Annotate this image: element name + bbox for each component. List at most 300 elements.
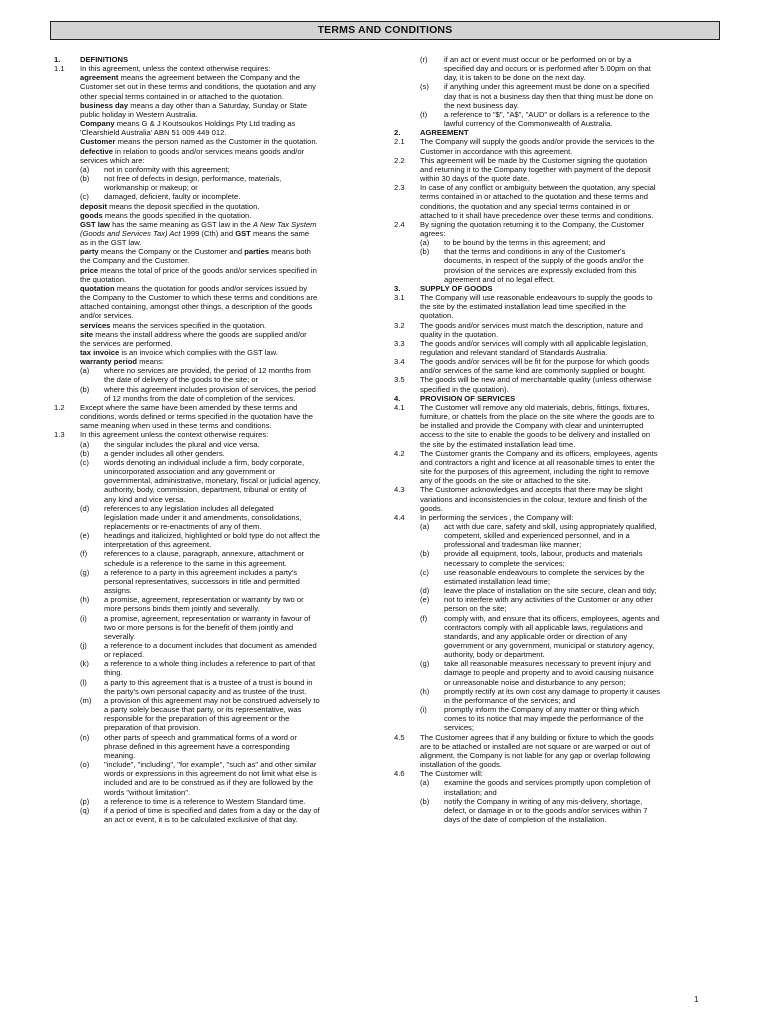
text-line: workmanship or makeup; or [104,183,198,193]
clause-body [394,321,716,339]
text-line: specified in the quotation). [420,384,509,394]
text-line: where no services are provided, the period of 12 months from [104,366,311,376]
clause [54,64,376,403]
text-line: the party's own personal capacity and as trustee of the trust. [104,686,307,696]
clause-body [394,449,716,486]
sub-item [80,806,376,824]
clause-number: 3.3 [394,338,405,348]
text-line: quotation. [420,311,454,321]
text-line: installation of the goods. [420,760,502,770]
text-line: a reference to time is a reference to Western Standard time. [104,796,306,806]
text-line: a party solely because that party, or its representative, was [104,705,302,715]
text-line: the Company to the Customer to which these terms and conditions are [80,293,318,303]
text-line: The Company will use reasonable endeavours to supply the goods to [420,293,653,303]
clause-number: 3.4 [394,357,405,367]
text-line: references to any legislation includes all delegated [104,503,274,513]
text-line: documents, in respect of the supply of the goods and/or the [444,256,644,266]
text-line: Company means G & J Koutsoukos Holdings Pty Ltd trading as [80,119,296,129]
sub-item-label: (a) [420,238,430,248]
clause-number: 1. [54,55,61,64]
text-line: access to the site to enable the goods to be delivery and installed on [420,430,651,440]
sub-item-label: (c) [80,457,89,467]
sub-item [420,687,716,705]
sub-item [80,449,376,458]
section-heading [394,284,716,293]
sub-item-label: (p) [80,796,90,806]
sub-item-label: (s) [420,82,429,92]
sub-item-label: (i) [80,613,87,623]
clause-body [54,55,376,64]
text-line: not to interfere with any activities of the Customer or any other [444,595,653,605]
text-line: headings and italicized, highlighted or bold type do not affect the [104,531,321,541]
sub-item [80,531,376,549]
clause [394,375,716,393]
sub-item-label: (b) [80,174,90,184]
text-line: person on the site; [444,604,507,614]
sub-item-label: (f) [420,613,428,623]
clause-number: 3.5 [394,375,405,385]
text-line: words or expressions in this agreement do not limit what else is [104,769,317,779]
clause-body [54,403,376,430]
text-line: to be bound by the terms in this agreement; and [444,238,606,248]
sub-item [80,659,376,677]
sub-item [420,614,716,660]
clause-body [394,156,716,183]
text-line: furniture, or chattels from the place on the site where the goods are to [420,412,655,422]
sub-item-label: (m) [80,695,92,705]
clause-body [394,55,716,128]
text-line: provision of the services are expressly excluded from this [444,265,637,275]
page-number: 1 [694,995,699,1004]
clause-number: 2.2 [394,155,405,165]
text-line: PROVISION OF SERVICES [420,393,516,403]
sub-item-label: (a) [420,778,430,788]
clause-body [394,137,716,155]
sub-item [80,614,376,641]
clause [394,293,716,320]
sub-item [420,778,716,796]
text-line: authority, body or department. [444,650,545,660]
text-line: or unreasonable noise and disturbance to any person; [444,677,626,687]
text-line: GST law has the same meaning as GST law in the A New Tax System [80,219,317,229]
clause [54,403,376,430]
sub-item [420,568,716,586]
text-line: not free of defects in design, performance, materials, [104,174,282,184]
sub-item-label: (a) [80,366,90,376]
text-line: Except where the same have been amended by these terms and [80,402,298,412]
clause-body [394,394,716,403]
text-line: any of the goods on the site or attached to the site. [420,476,591,486]
sub-item [80,192,376,201]
sub-item-label: (l) [80,677,87,687]
text-line: business day means a day other than a Saturday, Sunday or State [80,100,307,110]
clause [394,485,716,512]
clause [394,183,716,220]
sub-item [420,659,716,686]
right-column [394,55,716,824]
text-line: the site by the estimated installation lead time. [420,439,576,449]
text-line: use reasonable endeavours to complete the services by the [444,567,645,577]
clause-number: 2.1 [394,137,405,147]
text-line: deposit means the deposit specified in the quotation. [80,201,260,211]
clause-number: 4.2 [394,448,405,458]
section-heading [394,394,716,403]
sub-item [420,586,716,595]
sub-item [80,504,376,531]
text-line: By signing the quotation returning it to the Company, the Customer [420,219,645,229]
clause [394,733,716,770]
sub-item-label: (b) [420,796,430,806]
text-line: The Customer agrees that if any building or fixture to which the goods [420,732,654,742]
sub-item [80,678,376,696]
sub-item [80,385,376,403]
text-line: assigns. [104,586,132,596]
text-line: the services are performed. [80,338,173,348]
text-line: In this agreement, unless the context otherwise requires: [80,64,271,74]
sub-item [420,522,716,549]
text-line: quality in the quotation. [420,329,499,339]
text-line: contractors comply with all applicable laws, regulations and [444,622,643,632]
sub-item [420,247,716,284]
text-line: services which are: [80,155,145,165]
sub-item [420,797,716,824]
text-line: two or more persons is for the benefit of them jointly and [104,622,294,632]
text-line: and returning it to the Company together with payment of the deposit [420,164,651,174]
text-line: promptly rectify at its own cost any damage to property it causes [444,686,661,696]
sub-item [80,366,376,384]
text-line: interpretation of this agreement. [104,540,212,550]
sub-item-label: (r) [420,55,428,64]
clause-body [394,284,716,293]
text-line: the Company and the Customer. [80,256,190,266]
text-line: defective in relation to goods and/or services means goods and/or [80,146,305,156]
text-line: provide all equipment, tools, labour, products and materials [444,549,643,559]
clause [394,137,716,155]
clause-number: 2.4 [394,219,405,229]
text-line: if anything under this agreement must be done on a specified [444,82,650,92]
sub-item [80,595,376,613]
clause-body [394,220,716,284]
sub-item-label: (o) [80,760,90,770]
text-line: leave the place of installation on the site secure, clean and tidy; [444,586,657,596]
text-line: the singular includes the plural and vice versa. [104,439,260,449]
clause-body [394,128,716,137]
text-line: The goods and/or services will comply with all applicable legislation, [420,338,648,348]
clause-number: 4.5 [394,732,405,742]
text-line: lawful currency of the Commonwealth of Australia. [444,119,613,129]
text-line: be installed and provide the Company with clear and uninterrupted [420,421,644,431]
text-line: site means the install address where the goods are supplied and/or [80,329,307,339]
text-line: unincorporated association and any government or [104,467,275,477]
text-line: act with due care, safety and skill, using appropriately qualified, [444,521,657,531]
text-line: a reference to a whole thing includes a reference to part of that [104,659,316,669]
sub-item-label: (a) [80,439,90,449]
clause-body [394,357,716,375]
clause [394,357,716,375]
clause [394,55,716,128]
text-line: 'Clearshield Australia' ABN 51 009 449 012. [80,128,227,138]
text-line: Customer set out in these terms and conditions, the quotation and any [80,82,316,92]
sub-item [420,238,716,247]
text-line: estimated installation lead time; [444,576,550,586]
sub-item-label: (h) [420,686,430,696]
sub-item-label: (b) [420,549,430,559]
text-line: The Customer will remove any old materials, debris, fittings, fixtures, [420,402,650,412]
text-line: governmental, administrative, monetary, fiscal or judicial agency, [104,476,321,486]
text-line: personal representatives, successors in title and permitted [104,576,300,586]
text-line: included and are to be construed as if they are followed by the [104,778,313,788]
text-line: conditions, the quotation and any special terms contained in or [420,201,631,211]
text-line: Customer means the person named as the Customer in the quotation. [80,137,318,147]
text-line: legislation made under it and amendments, consolidations, [104,512,302,522]
text-line: and contractors a right and licence at all reasonable times to enter the [420,457,655,467]
text-line: In performing the services , the Company will: [420,512,574,522]
clause-body [394,403,716,449]
text-line: The Customer will: [420,769,483,779]
sub-item-label: (c) [80,192,89,202]
section-heading [54,55,376,64]
text-line: terms contained in or attached to the quotation and these terms and [420,192,648,202]
text-line: a promise, agreement, representation or warranty by two or [104,595,304,605]
text-line: agreement means the agreement between the Company and the [80,73,300,83]
sub-item-label: (e) [420,595,430,605]
text-line: notify the Company in writing of any mis-delivery, shortage, [444,796,643,806]
text-line: references to a clause, paragraph, annexure, attachment or [104,549,305,559]
text-line: that the terms and conditions in any of the Customer's [444,247,626,257]
sub-item-label: (n) [80,732,90,742]
text-line: attached containing, amongst other things, a description of the goods [80,302,313,312]
clause-number: 3.1 [394,293,405,303]
text-line: specified day and occurs or is performed after 5.00pm on that [444,64,651,74]
text-line: In case of any conflict or ambiguity between the quotation, any special [420,183,656,193]
text-line: the date of delivery of the goods to the site; or [104,375,259,385]
sub-item-label: (b) [420,247,430,257]
sub-item-label: (d) [420,586,430,596]
clause [394,220,716,284]
sub-item [420,82,716,109]
clause-body [54,430,376,824]
clause-body [394,733,716,770]
clause-number: 2.3 [394,183,405,193]
clause-number: 2. [394,128,401,138]
sub-item [80,165,376,174]
text-line: as in the GST law. [80,238,142,248]
text-line: In this agreement unless the context otherwise requires: [80,430,269,440]
text-line: words denoting an individual include a firm, body corporate, [104,457,305,467]
text-line: public holiday in Western Australia. [80,109,198,119]
text-line: a gender includes all other genders. [104,448,225,458]
text-line: within 30 days of the quote date. [420,174,530,184]
clause-number: 4.3 [394,485,405,495]
text-line: take all reasonable measures necessary to prevent injury and [444,659,651,669]
text-line: government or any government, municipal or statutory agency, [444,641,655,650]
clause-body [394,485,716,512]
sub-item [80,696,376,733]
sub-item [420,595,716,613]
left-column [54,55,376,824]
text-line: any kind and vice versa. [104,494,186,504]
text-line: other parts of speech and grammatical forms of a word or [104,732,297,742]
text-line: The goods and/or services must match the description, nature and [420,320,643,330]
text-line: goods means the goods specified in the quotation. [80,210,252,220]
text-line: if an act or event must occur or be performed on or by a [444,55,632,64]
sub-item-label: (d) [80,503,90,513]
text-line: same meaning when used in these terms and conditions. [80,421,272,431]
text-line: not in conformity with this agreement; [104,164,230,174]
text-line: words "without limitation". [104,787,191,797]
text-line: services means the services specified in the quotation. [80,320,267,330]
sub-item-label: (g) [420,659,430,669]
sub-item [80,174,376,192]
text-line: examine the goods and services promptly upon completion of [444,778,651,788]
text-line: the next business day. [444,100,519,110]
clause-number: 3. [394,283,401,293]
sub-item [80,641,376,659]
text-line: standards, and any applicable order or direction of any [444,631,628,641]
text-line: damage to people and property and to avoid causing nuisance [444,668,654,678]
text-line: goods. [420,503,443,513]
clause-number: 4.4 [394,512,405,522]
clause-number: 1.2 [54,402,65,412]
text-line: meaning. [104,750,136,760]
text-line: site for the purposes of this agreement, including the right to remove [420,467,650,477]
text-line: "include", "including", "for example", "such as" and other similar [104,760,317,770]
sub-item-label: (i) [420,705,427,715]
text-line: day, it is taken to be done on the next day. [444,73,586,83]
text-line: a promise, agreement, representation or warranty in favour of [104,613,311,623]
clause [394,403,716,449]
sub-item [80,797,376,806]
text-line: The goods and/or services will be fit for the purpose for which goods [420,357,650,367]
text-line: (Goods and Services Tax) Act 1999 (Cth) and GST means the same [80,228,310,238]
text-line: The Company will supply the goods and/or provide the services to the [420,137,655,147]
text-line: Customer in accordance with this agreement. [420,146,573,156]
text-line: tax invoice is an invoice which complies with the GST law. [80,348,278,357]
sub-item [80,568,376,595]
text-line: a reference to a document includes that document as amended [104,641,317,650]
sub-item-label: (g) [80,567,90,577]
text-line: an act or event, it is to be calculated exclusive of that day. [104,814,298,824]
sub-item-label: (t) [420,109,428,119]
text-line: regulation and relevant standard of Standards Australia. [420,348,608,357]
clause [394,769,716,824]
text-line: authority, body, commission, department, tribunal or entity of [104,485,307,495]
text-line: and/or services of the same kind are commonly supplied or bought. [420,366,646,376]
text-line: defect, or damage in or to the goods and/or services within 7 [444,805,648,815]
text-line: comes to its notice that may impede the performance of the [444,714,644,724]
text-line: competent, skilled and experienced personnel, and in a [444,531,630,541]
text-line: a reference to "$", "A$", "AUD" or dollars is a reference to the [444,109,650,119]
sub-item [80,458,376,504]
sub-item-label: (f) [80,549,88,559]
clause [394,339,716,357]
text-line: of 12 months from the date of completion of the services. [104,393,296,403]
sub-item-label: (j) [80,641,87,650]
clause [394,449,716,486]
sub-item [420,549,716,567]
text-line: a party to this agreement that is a trustee of a trust is bound in [104,677,313,687]
text-line: attached to it shall have precedence over these terms and conditions. [420,210,654,220]
text-line: price means the total of price of the goods and/or services specified in [80,265,317,275]
text-line: day that is not a business day then that thing must be done on [444,91,653,101]
text-line: agreement and of no legal effect. [444,274,555,284]
text-line: in the performance of the services; and [444,695,576,705]
text-line: a provision of this agreement may not be construed adversely to [104,695,320,705]
text-line: alignment, the Company is not liable for any gap or overlap following [420,750,651,760]
sub-item-label: (a) [420,521,430,531]
document-title: TERMS AND CONDITIONS [50,21,720,40]
sub-item-label: (b) [80,448,90,458]
text-line: damaged, deficient, faulty or incomplete. [104,192,241,202]
sub-item-label: (b) [80,384,90,394]
text-line: AGREEMENT [420,128,469,138]
text-line: SUPPLY OF GOODS [420,283,493,293]
text-line: if a period of time is specified and dates from a day or the day of [104,805,320,815]
clause-number: 1.3 [54,430,65,440]
clause-body [394,769,716,824]
text-line: schedule is a reference to the same in this agreement. [104,558,287,568]
sub-item [80,733,376,760]
section-heading [394,128,716,137]
sub-item [420,55,716,82]
text-line: The goods will be new and of merchantable quality (unless otherwise [420,375,652,385]
sub-item-label: (q) [80,805,90,815]
text-line: severally. [104,631,136,641]
text-line: This agreement will be made by the Customer signing the quotation [420,155,648,165]
text-line: services; [444,723,474,733]
text-line: the site by the estimated installation lead time specified in the [420,302,626,312]
sub-item [80,549,376,567]
text-line: The Customer grants the Company and its officers, employees, agents [420,448,658,458]
text-line: other special terms contained in or attached to the quotation. [80,91,284,101]
clause-body [394,375,716,393]
text-line: professional and tradesman like manner; [444,540,582,550]
text-line: or replaced. [104,650,145,660]
text-line: days of the date of completion of the installation. [444,814,607,824]
text-line: preparation of that provision. [104,723,201,733]
text-line: quotation means the quotation for goods and/or services issued by [80,283,308,293]
clause-body [394,513,716,733]
text-line: the quotation. [80,274,127,284]
sub-item-label: (e) [80,531,90,541]
text-line: a reference to a party in this agreement includes a party's [104,567,298,577]
text-line: variations and inconsistencies in the colour, texture and finish of the [420,494,648,504]
text-line: thing. [104,668,123,678]
text-line: where this agreement includes provision of services, the period [104,384,316,394]
sub-item-label: (k) [80,659,89,669]
sub-item-label: (h) [80,595,90,605]
sub-item-label: (a) [80,164,90,174]
text-line: comply with, and ensure that its officers, employees, agents and [444,613,660,623]
sub-item [80,440,376,449]
sub-item-label: (c) [420,567,429,577]
clause-number: 4. [394,393,401,403]
clause-number: 4.6 [394,769,405,779]
clause-body [394,183,716,220]
clause [394,321,716,339]
text-line: party means the Company or the Customer and parties means both [80,247,311,257]
clause-number: 1.1 [54,64,65,74]
text-line: replacements or re-enactments of any of them. [104,521,262,531]
clause-body [394,293,716,320]
text-line: promptly inform the Company of any matter or thing which [444,705,639,715]
text-line: agrees: [420,228,446,238]
text-line: necessary to complete the services; [444,558,565,568]
clause-number: 4.1 [394,402,405,412]
text-line: more persons binds them jointly and severally. [104,604,260,614]
text-line: installation; and [444,787,497,797]
text-line: warranty period means: [80,357,164,367]
